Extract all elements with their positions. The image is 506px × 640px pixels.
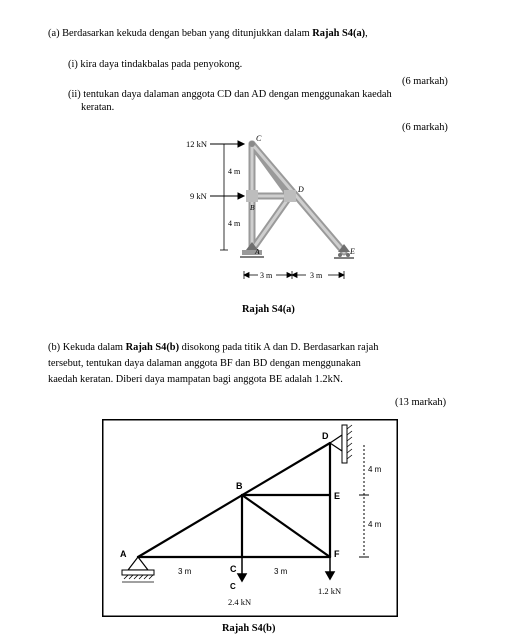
part-b-line1-pre: (b) Kekuda dalam bbox=[48, 342, 126, 353]
figure-s4b bbox=[102, 419, 398, 617]
load-label-mid: 9 kN bbox=[190, 191, 207, 201]
figure-b-caption: Rajah S4(b) bbox=[222, 623, 276, 634]
question-a-ii-marks: (6 markah) bbox=[402, 122, 448, 133]
node-label-c: C bbox=[256, 134, 262, 143]
figure-s4a bbox=[180, 130, 370, 295]
node-label-b: B bbox=[250, 203, 255, 212]
dim-label-lower: 4 m bbox=[228, 219, 241, 228]
part-b-line3: kaedah keratan. Diberi daya mampatan bagi anggota BE adalah 1.2kN. bbox=[48, 374, 343, 385]
part-b-line1-post: disokong pada titik A dan D. Berdasarkan rajah bbox=[179, 342, 379, 353]
question-a-ii-line1: (ii) tentukan daya dalaman anggota CD dan AD dengan menggunakan kaedah bbox=[68, 89, 392, 100]
node-label-c-load: C bbox=[230, 582, 236, 591]
span-label-right: 3 m bbox=[310, 271, 323, 280]
figure-b-frame bbox=[103, 420, 398, 617]
node-label-a: A bbox=[120, 549, 127, 559]
part-a-prompt-pre: (a) Berdasarkan kekuda dengan beban yang ditunjukkan dalam bbox=[48, 28, 313, 39]
part-a-prompt bbox=[48, 27, 368, 40]
node-label-b: B bbox=[236, 481, 243, 491]
node-label-a: A bbox=[255, 247, 260, 256]
node-label-e: E bbox=[350, 247, 355, 256]
dim-label-upper: 4 m bbox=[228, 167, 241, 176]
node-label-d: D bbox=[322, 431, 329, 441]
dim-label-upper-b: 4 m bbox=[368, 465, 382, 474]
part-b-line1 bbox=[48, 341, 378, 354]
joint-b-plate bbox=[246, 190, 258, 202]
part-a-figure-ref: Rajah S4(a) bbox=[312, 28, 366, 39]
span-label-left: 3 m bbox=[260, 271, 273, 280]
node-label-f: F bbox=[334, 549, 340, 559]
node-label-d: D bbox=[298, 185, 304, 194]
node-label-c: C bbox=[230, 564, 237, 574]
load-label-f: 1.2 kN bbox=[318, 586, 342, 596]
part-a-prompt-post: , bbox=[365, 28, 368, 39]
span-label-right-b: 3 m bbox=[274, 567, 288, 576]
question-a-i-marks: (6 markah) bbox=[402, 76, 448, 87]
node-label-e: E bbox=[334, 491, 341, 501]
part-b-figure-ref: Rajah S4(b) bbox=[125, 342, 180, 353]
question-a-i: (i) kira daya tindakbalas pada penyokong. bbox=[68, 59, 243, 70]
load-label-top: 12 kN bbox=[186, 139, 208, 149]
question-a-ii-line2: keratan. bbox=[81, 102, 115, 113]
truss-diagram-a bbox=[180, 130, 370, 295]
figure-a-caption: Rajah S4(a) bbox=[242, 304, 295, 315]
joint-c-pin bbox=[249, 141, 255, 147]
part-b-marks: (13 markah) bbox=[395, 397, 447, 408]
load-label-c: 2.4 kN bbox=[228, 597, 252, 607]
dim-label-lower-b: 4 m bbox=[368, 520, 382, 529]
joint-d-plate bbox=[284, 190, 296, 202]
part-b-line2: tersebut, tentukan daya dalaman anggota BF dan BD dengan menggunakan bbox=[48, 358, 361, 369]
span-label-left-b: 3 m bbox=[178, 567, 192, 576]
truss-diagram-b bbox=[102, 419, 398, 617]
